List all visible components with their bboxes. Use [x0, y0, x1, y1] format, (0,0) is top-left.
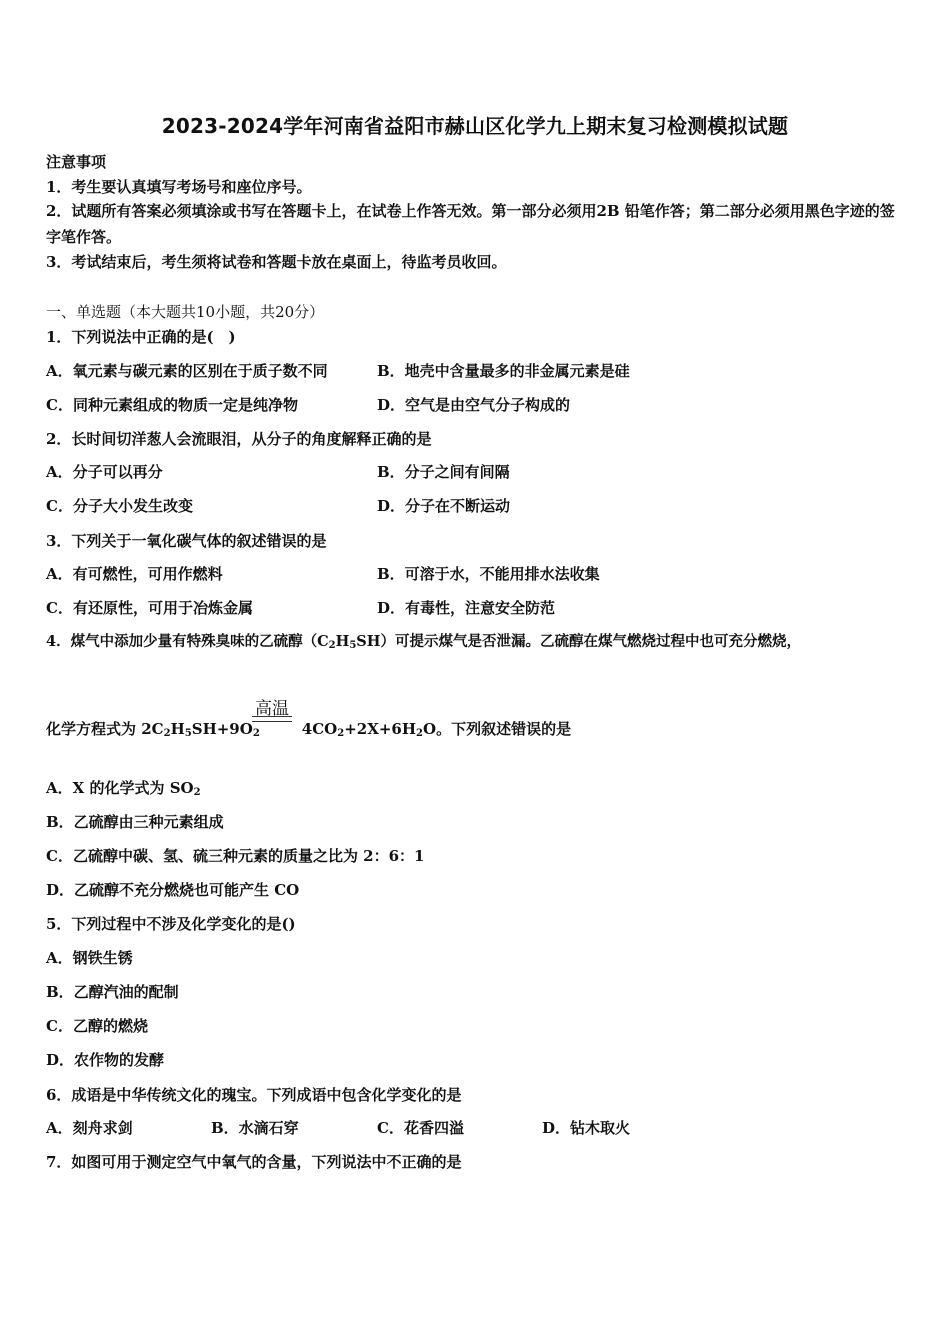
q3-option-a: A．有可燃性，可用作燃料 [46, 565, 223, 583]
q5-option-d: D．农作物的发酵 [46, 1051, 165, 1069]
q5-stem: 5．下列过程中不涉及化学变化的是() [46, 915, 296, 933]
q7-stem: 7．如图可用于测定空气中氧气的含量，下列说法中不正确的是 [46, 1153, 462, 1171]
notice-item-1: 1．考生要认真填写考场号和座位序号。 [46, 178, 312, 196]
q2-stem: 2．长时间切洋葱人会流眼泪，从分子的角度解释正确的是 [46, 430, 432, 448]
q6-option-a: A．刻舟求剑 [46, 1119, 133, 1137]
q4-option-a: A．X 的化学式为 $SO_2$ [46, 779, 201, 798]
q5-option-c: C．乙醇的燃烧 [46, 1017, 148, 1035]
q4-option-c: C．乙硫醇中碳、氢、硫三种元素的质量之比为 2：6：1 [46, 847, 425, 865]
q6-option-b: B．水滴石穿 [211, 1119, 299, 1137]
q1-option-d: D．空气是由空气分子构成的 [377, 396, 571, 414]
notice-item-2: 2．试题所有答案必须填涂或书写在答题卡上，在试卷上作答无效。第一部分必须用2B 铅笔作答；第二部分必须用黑色字迹的签字笔作答。 [46, 202, 895, 246]
q2-option-b: B．分子之间有间隔 [377, 463, 510, 481]
q1-option-c: C．同种元素组成的物质一定是纯净物 [46, 396, 298, 414]
q1-option-a: A．氧元素与碳元素的区别在于质子数不同 [46, 362, 328, 380]
q4-option-b: B．乙硫醇由三种元素组成 [46, 813, 224, 831]
q5-option-a: A．钢铁生锈 [46, 949, 133, 967]
q3-option-d: D．有毒性，注意安全防范 [377, 599, 556, 617]
q6-option-c: C．花香四溢 [377, 1119, 464, 1137]
q2-option-d: D．分子在不断运动 [377, 497, 511, 515]
q6-option-d: D．钻木取火 [542, 1119, 631, 1137]
q3-stem: 3．下列关于一氧化碳气体的叙述错误的是 [46, 532, 327, 550]
notice-item-3: 3．考试结束后，考生须将试卷和答题卡放在桌面上，待监考员收回。 [46, 253, 507, 271]
q1-stem: 1．下列说法中正确的是( ) [46, 328, 236, 346]
reaction-condition: 高温 [255, 699, 289, 719]
notice-heading: 注意事项 [46, 153, 107, 171]
exam-title: 2023-2024学年河南省益阳市赫山区化学九上期末复习检测模拟试题 [161, 114, 789, 138]
q2-option-c: C．分子大小发生改变 [46, 497, 193, 515]
q4-stem: 4．煤气中添加少量有特殊臭味的乙硫醇$(C_2H_5SH)$可提示煤气是否泄漏。乙硫醇在煤气燃烧过程中也可充分燃烧， [46, 633, 801, 651]
q5-option-b: B．乙醇汽油的配制 [46, 983, 179, 1001]
q3-option-b: B．可溶于水，不能用排水法收集 [377, 565, 600, 583]
section-heading: 一、单选题（本大题共10小题，共20分） [46, 303, 325, 321]
q4-option-d: D．乙硫醇不充分燃烧也可能产生 CO [46, 881, 300, 899]
q1-option-b: B．地壳中含量最多的非金属元素是硅 [377, 362, 630, 380]
q4-equation: 化学方程式为 $2C_2H_5SH+9O_2$ $4CO_2+2X+6H_2O$。下列叙述错误的是 [46, 720, 572, 739]
q2-option-a: A．分子可以再分 [46, 463, 163, 481]
q6-stem: 6．成语是中华传统文化的瑰宝。下列成语中包含化学变化的是 [46, 1086, 462, 1104]
q3-option-c: C．有还原性，可用于冶炼金属 [46, 599, 253, 617]
